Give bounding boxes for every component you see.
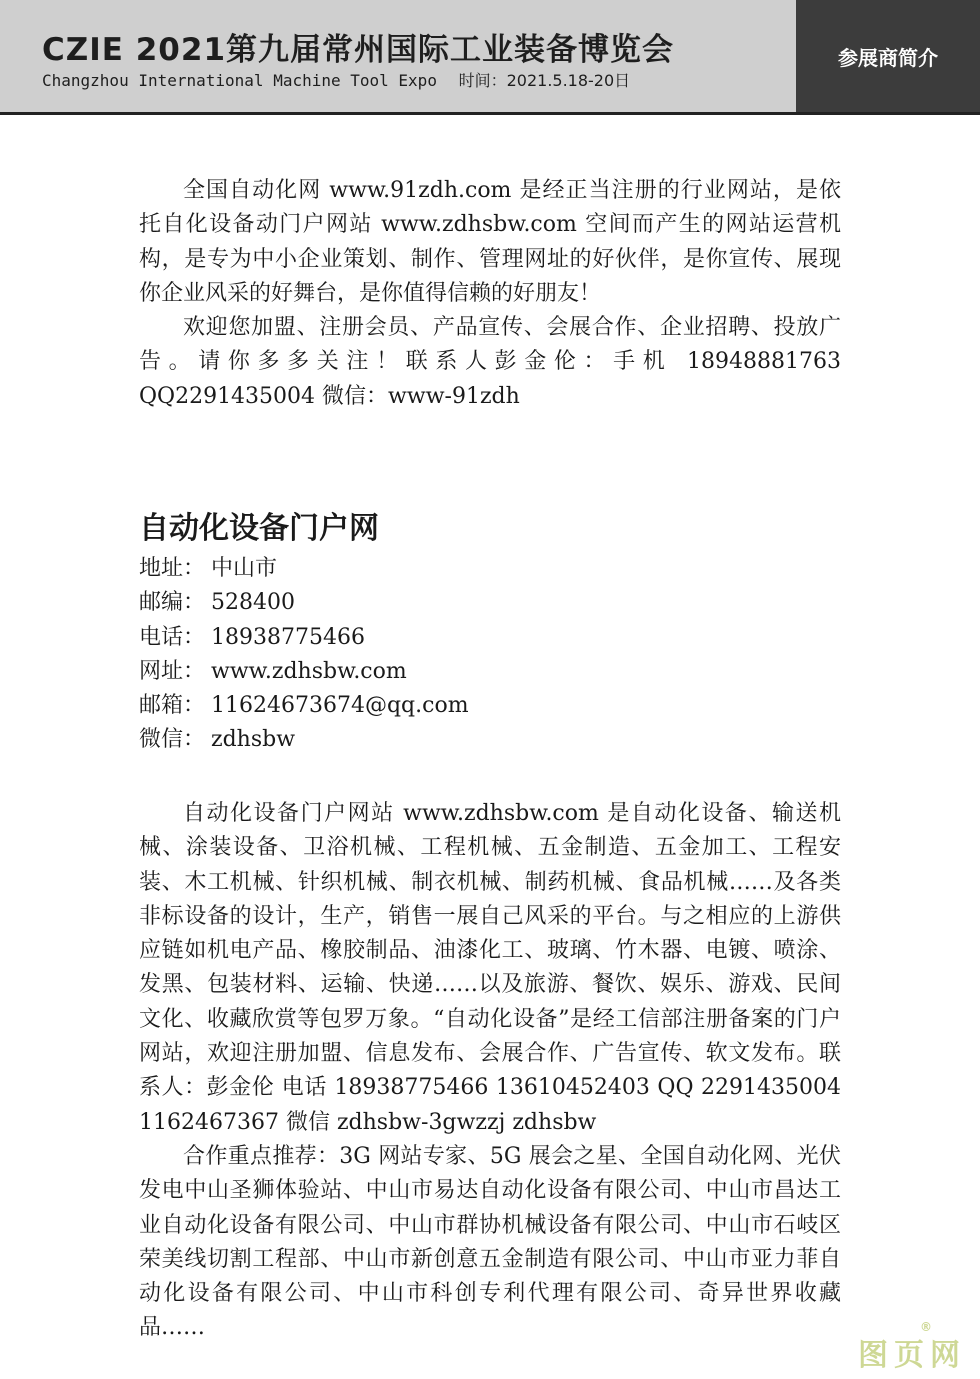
- company-info-list: [139, 552, 469, 758]
- info-value: 中山市: [211, 556, 278, 581]
- intro-paragraph-2: 欢迎您加盟、注册会员、产品宣传、会展合作、企业招聘、投放广告。请你多多关注！联系人彭金伦：手机 18948881763 QQ2291435004 微信：www-91zdh: [139, 315, 841, 409]
- intro-paragraph-1: 全国自动化网 www.91zdh.com 是经正当注册的行业网站，是依托自化设备动门户网站 www.zdhsbw.com 空间而产生的网站运营机构，是专为中小企业策划、制作、管理网址的好伙伴，是你宣传、展现你企业风采的好舞台，是你值得信赖的好朋友！: [139, 178, 841, 306]
- info-row-email: [139, 689, 469, 723]
- info-label: 网址：: [139, 658, 206, 684]
- expo-subtitle-line: [42, 68, 630, 91]
- info-value: 528400: [211, 590, 295, 616]
- info-value: 18938775466: [211, 624, 365, 650]
- expo-english-name: Changzhou International Machine Tool Expo: [42, 71, 437, 90]
- intro-section: [139, 174, 841, 414]
- info-row-phone: [139, 621, 469, 655]
- info-row-website: [139, 655, 469, 689]
- info-value: www.zdhsbw.com: [211, 658, 407, 684]
- info-value: 11624673674@qq.com: [211, 693, 469, 719]
- page-header: [0, 0, 980, 115]
- company-name: 自动化设备门户网: [139, 511, 379, 546]
- info-row-postcode: [139, 586, 469, 620]
- registered-mark: ®: [920, 1320, 932, 1334]
- info-label: 邮箱：: [139, 693, 206, 719]
- watermark-text: 图页网: [858, 1338, 966, 1373]
- info-label: 微信：: [139, 727, 206, 753]
- site-watermark: [858, 1320, 966, 1374]
- expo-date: 时间：2021.5.18-20日: [458, 71, 631, 90]
- company-description: 自动化设备门户网站 www.zdhsbw.com 是自动化设备、输送机械、涂装设备、卫浴机械、工程机械、五金制造、五金加工、工程安装、木工机械、针织机械、制衣机械、制药机械、食品机械……及各类非标设备的设计，生产，销售一展自己风采的平台。与之相应的上游供应链如机电产品、橡胶制品、油漆化工、玻璃、竹木器、电镀、喷涂、发黑、包装材料、运输、快递……以及旅游、餐饮、娱乐、游戏、民间文化、收藏欣赏等包罗万象。“自动化设备”是经工信部注册备案的门户网站，欢迎注册加盟、信息发布、会展合作、广告宣传、软文发布。联系人：彭金伦 电话 18938775466 13610452403 QQ 2291435004 1162467367 微信 zdhsbw-3gwzzj zdhsbw: [139, 801, 841, 1135]
- company-description-section: [139, 797, 841, 1346]
- info-label: 邮编：: [139, 590, 206, 616]
- section-tab: 参展商简介: [796, 0, 980, 112]
- info-label: 电话：: [139, 624, 206, 650]
- info-row-address: [139, 552, 469, 586]
- info-value: zdhsbw: [211, 727, 296, 753]
- expo-title: CZIE 2021第九届常州国际工业装备博览会: [42, 32, 675, 68]
- info-row-wechat: [139, 723, 469, 757]
- info-label: 地址：: [139, 556, 206, 581]
- partner-recommendations: 合作重点推荐：3G 网站专家、5G 展会之星、全国自动化网、光伏发电中山圣狮体验站、中山市易达自动化设备有限公司、中山市昌达工业自动化设备有限公司、中山市群协机械设备有限公司、中山市石岐区荣美线切割工程部、中山市新创意五金制造有限公司、中山市亚力菲自动化设备有限公司、中山市科创专利代理有限公司、奇异世界收藏品……: [139, 1143, 841, 1341]
